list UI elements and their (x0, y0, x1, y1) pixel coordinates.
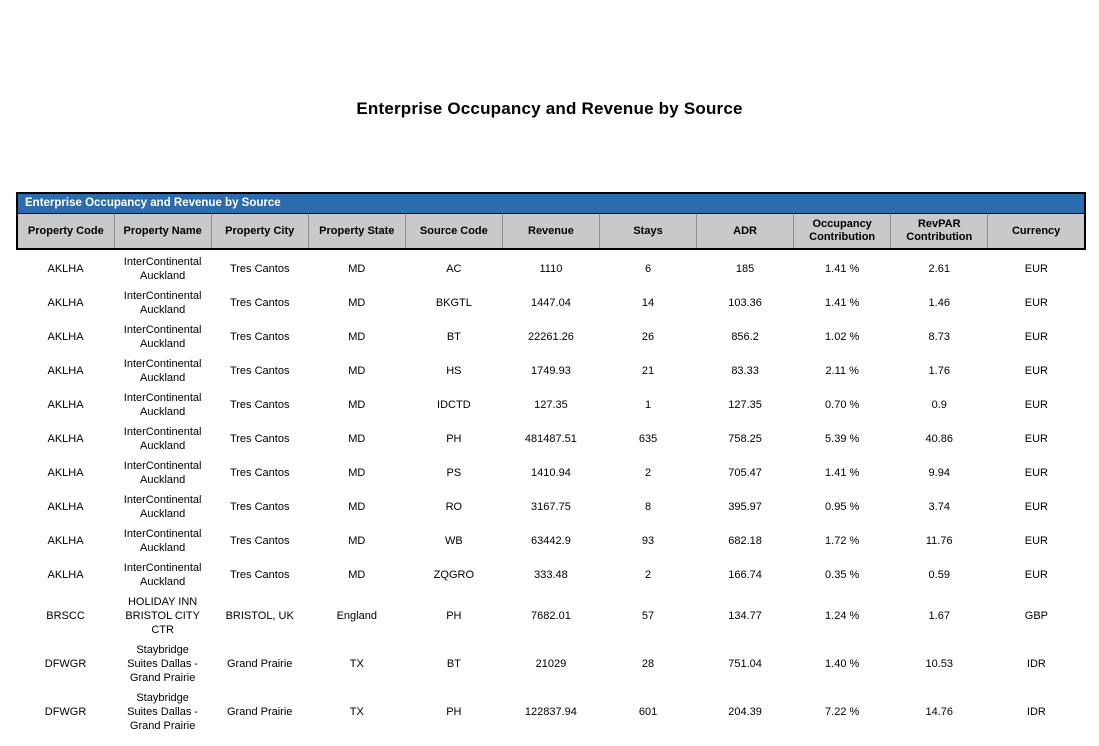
table-cell: AKLHA (17, 249, 114, 286)
table-cell: DFWGR (17, 640, 114, 688)
table-cell: 705.47 (697, 456, 794, 490)
table-cell: EUR (988, 456, 1085, 490)
table-cell: 3167.75 (502, 490, 599, 524)
table-cell: 9.94 (891, 456, 988, 490)
table-cell: Tres Cantos (211, 490, 308, 524)
table-cell: 333.48 (502, 558, 599, 592)
table-cell: 0.95 % (794, 490, 891, 524)
table-cell: InterContinental Auckland (114, 490, 211, 524)
table-cell: 1.76 (891, 354, 988, 388)
table-row (17, 354, 1085, 388)
table-cell: AKLHA (17, 456, 114, 490)
table-cell: EUR (988, 388, 1085, 422)
table-cell: 1.41 % (794, 456, 891, 490)
table-cell: BT (405, 640, 502, 688)
table-cell: 2 (599, 558, 696, 592)
table-cell: TX (308, 688, 405, 736)
table-cell: Tres Cantos (211, 422, 308, 456)
table-cell: 481487.51 (502, 422, 599, 456)
table-cell: Staybridge Suites Dallas - Grand Prairie (114, 688, 211, 736)
table-row (17, 422, 1085, 456)
table-cell: AKLHA (17, 320, 114, 354)
table-row (17, 456, 1085, 490)
table-cell: 2.61 (891, 249, 988, 286)
table-cell: AKLHA (17, 286, 114, 320)
table-cell: InterContinental Auckland (114, 422, 211, 456)
table-cell: MD (308, 524, 405, 558)
table-cell: 63442.9 (502, 524, 599, 558)
table-cell: 0.35 % (794, 558, 891, 592)
table-cell: 1 (599, 388, 696, 422)
table-cell: IDR (988, 640, 1085, 688)
table-cell: 40.86 (891, 422, 988, 456)
table-cell: 22261.26 (502, 320, 599, 354)
table-cell: MD (308, 286, 405, 320)
table-cell: 758.25 (697, 422, 794, 456)
table-cell: Grand Prairie (211, 688, 308, 736)
table-cell: IDR (988, 688, 1085, 736)
table-cell: 185 (697, 249, 794, 286)
table-cell: 1.46 (891, 286, 988, 320)
column-header-stays: Stays (599, 214, 696, 250)
table-cell: 1410.94 (502, 456, 599, 490)
column-header-adr: ADR (697, 214, 794, 250)
table-cell: ZQGRO (405, 558, 502, 592)
table-cell: 57 (599, 592, 696, 640)
column-header-occupancy-contribution: Occupancy Contribution (794, 214, 891, 250)
table-cell: 21029 (502, 640, 599, 688)
report-title-bar-row (17, 193, 1085, 214)
table-row (17, 320, 1085, 354)
table-row (17, 592, 1085, 640)
table-row (17, 249, 1085, 286)
table-cell: 7.22 % (794, 688, 891, 736)
table-cell: 11.76 (891, 524, 988, 558)
table-cell: 103.36 (697, 286, 794, 320)
table-cell: EUR (988, 490, 1085, 524)
table-row (17, 688, 1085, 736)
table-cell: BKGTL (405, 286, 502, 320)
table-cell: PH (405, 688, 502, 736)
table-cell: MD (308, 456, 405, 490)
table-cell: InterContinental Auckland (114, 558, 211, 592)
table-cell: 0.59 (891, 558, 988, 592)
table-cell: InterContinental Auckland (114, 388, 211, 422)
table-cell: PH (405, 592, 502, 640)
table-cell: 1.41 % (794, 286, 891, 320)
table-cell: Tres Cantos (211, 354, 308, 388)
table-cell: BRSCC (17, 592, 114, 640)
table-cell: Tres Cantos (211, 249, 308, 286)
table-cell: MD (308, 354, 405, 388)
table-cell: EUR (988, 320, 1085, 354)
table-cell: 635 (599, 422, 696, 456)
table-cell: 2.11 % (794, 354, 891, 388)
table-cell: 83.33 (697, 354, 794, 388)
page-title: Enterprise Occupancy and Revenue by Source (356, 99, 743, 118)
table-cell: MD (308, 422, 405, 456)
table-cell: 751.04 (697, 640, 794, 688)
table-cell: Tres Cantos (211, 558, 308, 592)
table-cell: BT (405, 320, 502, 354)
table-cell: Tres Cantos (211, 388, 308, 422)
table-cell: 122837.94 (502, 688, 599, 736)
table-cell: AC (405, 249, 502, 286)
table-cell: 2 (599, 456, 696, 490)
column-header-revpar-contribution: RevPAR Contribution (891, 214, 988, 250)
report-table-body (17, 249, 1085, 736)
table-cell: HS (405, 354, 502, 388)
table-cell: InterContinental Auckland (114, 320, 211, 354)
table-cell: HOLIDAY INN BRISTOL CITY CTR (114, 592, 211, 640)
table-cell: 166.74 (697, 558, 794, 592)
table-cell: AKLHA (17, 490, 114, 524)
table-cell: 26 (599, 320, 696, 354)
table-cell: 0.70 % (794, 388, 891, 422)
table-cell: 93 (599, 524, 696, 558)
table-cell: InterContinental Auckland (114, 524, 211, 558)
table-cell: 395.97 (697, 490, 794, 524)
table-row (17, 286, 1085, 320)
table-cell: 21 (599, 354, 696, 388)
table-cell: England (308, 592, 405, 640)
table-cell: 1.24 % (794, 592, 891, 640)
table-cell: Grand Prairie (211, 640, 308, 688)
table-cell: MD (308, 249, 405, 286)
table-cell: AKLHA (17, 524, 114, 558)
column-header-row (17, 214, 1085, 250)
table-cell: 1749.93 (502, 354, 599, 388)
table-cell: 1110 (502, 249, 599, 286)
table-cell: GBP (988, 592, 1085, 640)
table-cell: MD (308, 558, 405, 592)
table-cell: InterContinental Auckland (114, 456, 211, 490)
table-cell: 204.39 (697, 688, 794, 736)
column-header-property-name: Property Name (114, 214, 211, 250)
table-cell: EUR (988, 422, 1085, 456)
table-cell: 8.73 (891, 320, 988, 354)
table-cell: AKLHA (17, 354, 114, 388)
column-header-property-state: Property State (308, 214, 405, 250)
table-cell: EUR (988, 354, 1085, 388)
column-header-source-code: Source Code (405, 214, 502, 250)
table-cell: AKLHA (17, 422, 114, 456)
table-cell: 8 (599, 490, 696, 524)
table-cell: RO (405, 490, 502, 524)
table-cell: 14.76 (891, 688, 988, 736)
column-header-revenue: Revenue (502, 214, 599, 250)
table-cell: 1.72 % (794, 524, 891, 558)
table-cell: InterContinental Auckland (114, 354, 211, 388)
table-cell: 10.53 (891, 640, 988, 688)
table-cell: 6 (599, 249, 696, 286)
table-cell: MD (308, 388, 405, 422)
column-header-property-code: Property Code (17, 214, 114, 250)
report-title-bar: Enterprise Occupancy and Revenue by Source (17, 193, 1085, 214)
table-cell: PS (405, 456, 502, 490)
table-cell: 5.39 % (794, 422, 891, 456)
report-table (16, 192, 1086, 736)
table-cell: 28 (599, 640, 696, 688)
table-cell: WB (405, 524, 502, 558)
table-cell: EUR (988, 558, 1085, 592)
table-cell: Staybridge Suites Dallas - Grand Prairie (114, 640, 211, 688)
table-row (17, 490, 1085, 524)
table-cell: DFWGR (17, 688, 114, 736)
table-cell: MD (308, 490, 405, 524)
table-cell: 127.35 (502, 388, 599, 422)
table-cell: MD (308, 320, 405, 354)
table-cell: BRISTOL, UK (211, 592, 308, 640)
table-cell: 1.41 % (794, 249, 891, 286)
table-cell: 134.77 (697, 592, 794, 640)
table-cell: 14 (599, 286, 696, 320)
table-row (17, 640, 1085, 688)
table-cell: AKLHA (17, 558, 114, 592)
table-row (17, 388, 1085, 422)
table-cell: 0.9 (891, 388, 988, 422)
table-row (17, 524, 1085, 558)
table-cell: EUR (988, 249, 1085, 286)
column-header-property-city: Property City (211, 214, 308, 250)
table-cell: EUR (988, 524, 1085, 558)
table-cell: 856.2 (697, 320, 794, 354)
table-cell: AKLHA (17, 388, 114, 422)
table-cell: InterContinental Auckland (114, 249, 211, 286)
table-cell: Tres Cantos (211, 320, 308, 354)
table-cell: 127.35 (697, 388, 794, 422)
table-row (17, 558, 1085, 592)
table-cell: TX (308, 640, 405, 688)
table-cell: InterContinental Auckland (114, 286, 211, 320)
table-cell: 1.67 (891, 592, 988, 640)
table-cell: 1.02 % (794, 320, 891, 354)
table-cell: 682.18 (697, 524, 794, 558)
table-cell: Tres Cantos (211, 456, 308, 490)
table-cell: PH (405, 422, 502, 456)
table-cell: 7682.01 (502, 592, 599, 640)
table-cell: Tres Cantos (211, 286, 308, 320)
column-header-currency: Currency (988, 214, 1085, 250)
table-cell: EUR (988, 286, 1085, 320)
table-cell: 1.40 % (794, 640, 891, 688)
table-cell: 3.74 (891, 490, 988, 524)
table-cell: Tres Cantos (211, 524, 308, 558)
table-cell: 1447.04 (502, 286, 599, 320)
table-cell: 601 (599, 688, 696, 736)
table-cell: IDCTD (405, 388, 502, 422)
